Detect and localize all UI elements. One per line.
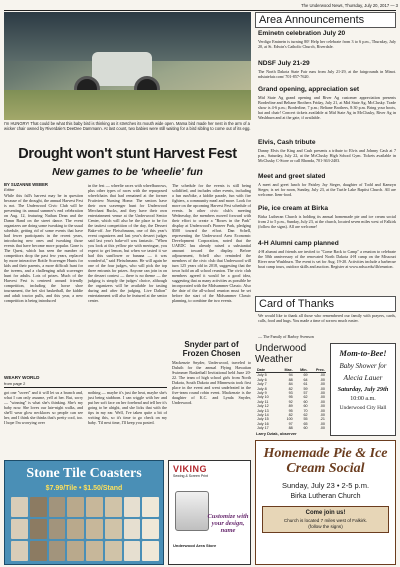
weather-cell: .00 (319, 408, 325, 413)
pie-ad-signs: (follow the signs) (308, 524, 343, 529)
viking-ad-script: Customize with your design, name (207, 513, 249, 534)
snyder-headline: Snyder part of Frozen Chosen (182, 340, 241, 358)
weather-cell: July 8 (257, 386, 267, 391)
pie-ad-headline: Homemade Pie & Ice Cream Social (263, 446, 388, 476)
stone-tile (30, 541, 47, 561)
stone-tile (11, 497, 28, 517)
weary-world-column-2: nothing — maybe it's just the heat, maybe she's just being stubborn. I can wiggle with her and put her soft face on her forehead and tell her it's going to be alright, and she licks that with the tips in my ear. Well, I've taken quite a bit of writing this, so it's time to go check on my baby. 'Til next time, I'll keep you posted. (88, 390, 167, 425)
weather-col-prec: Prec. (309, 368, 326, 373)
weather-title: Underwood Weather (255, 343, 307, 365)
story-column-2: in the fest — wheelie races with wheelbarrows, plus other types of races with the repurposed wheelchairs that had remained at the former Fruitview Nursing Home. The seniors have their own scavenger hunt for Underwood Merchant Bucks, and they have their own entertainment venue at the Underwood Senior Center, which will also be the place to be for the tastiest competition of the day, the Dessert Bake-off. Joe Fleischmann, one of this year's event organizers and last year's dessert judges said last year's bake-off was fantastic. "When you look at this yellow pie with meringue, you expect to get lemon, but when we tasted it we had this sunflower or banana — it was wonderful," said Fleischmann. He will again be one of the four judges, who will pick the top three entrants for prizes. Anyone can join in on the dessert contest — there is no theme — the judging is simply the judges' choice, although the organizers will be available for tasting during and after the judging. Live Dalton" entertainment will also be featured at the senior center. (88, 183, 167, 303)
weather-cell: .00 (319, 426, 325, 431)
photo-caption: I'm HUNGRY! That could be what this baby bird is thinking as it stretches its mouth wide open. Mama bird made her nest in the arm of a wicker chair owned by Riverdale's DeeDee Dammann. At last count, two babies were still waiting for a bird sibling to come out of its egg. (4, 121, 251, 131)
stone-tile (142, 541, 159, 561)
weather-cell: .00 (319, 386, 325, 391)
weather-table-body (256, 373, 326, 431)
weary-world-jump: from page 2 (4, 381, 26, 386)
weary-world-rule (4, 387, 167, 388)
header-rule (4, 10, 396, 11)
card-of-thanks-title: Card of Thanks (255, 296, 396, 312)
weather-cell: .00 (319, 404, 325, 409)
stone-ad-title: Stone Tile Coasters (26, 466, 142, 481)
stone-tile (105, 541, 122, 561)
shower-title: Mom-to-Bee! (339, 348, 387, 358)
weather-cell: 92 (288, 399, 293, 404)
weather-cell: July 13 (257, 408, 269, 413)
announcement-heading: 4-H Alumni camp planned (258, 240, 339, 247)
stone-tile (11, 519, 28, 539)
weather-cell: 70 (303, 408, 308, 413)
pie-ad-location: Birka Lutheran Church (290, 493, 361, 500)
area-announcements-title: Area Announcements (255, 12, 396, 28)
stone-tile (124, 497, 141, 517)
weather-cell: July 6 (257, 377, 267, 382)
weather-cell: 60 (303, 426, 308, 431)
weather-cell: .00 (319, 395, 325, 400)
weather-cell: July 5 (257, 373, 267, 378)
announcement-heading: Grand opening, appreciation set (258, 86, 360, 93)
weather-cell: 95 (288, 395, 293, 400)
weather-cell: July 14 (257, 413, 269, 418)
stone-tile (86, 497, 103, 517)
story-byline-role: Editor (4, 187, 15, 192)
weather-cell: 62 (303, 413, 308, 418)
announcement-heading: Eminetn celebration July 20 (258, 30, 346, 37)
stone-tile (142, 519, 159, 539)
stone-tile (124, 519, 141, 539)
weather-cell: 89 (288, 404, 293, 409)
weather-cell: 64 (303, 377, 308, 382)
shower-date: Saturday, July 29th (337, 386, 389, 393)
weather-cell: 84 (288, 382, 293, 387)
weather-cell: 97 (288, 421, 293, 426)
viking-ad (168, 460, 251, 565)
stone-ad-tile-grid (11, 497, 159, 561)
announcement-body: Verdigo Eminetn is turning 80! Help her celebrate from 3 to 6 p.m., Thursday, July 20, at St. Edwin's Catholic Church, Riverdale. (258, 39, 396, 49)
weather-cell: 57 (303, 391, 308, 396)
weather-cell: 61 (303, 382, 308, 387)
stone-tile (49, 519, 66, 539)
stone-tile (11, 541, 28, 561)
stone-tile (30, 519, 47, 539)
viking-logo: VIKING (173, 464, 208, 474)
announcement-heading: Pie, ice cream at Birka (258, 205, 329, 212)
weather-cell: 100 (286, 417, 293, 422)
announcement-heading: Meet and greet slated (258, 173, 326, 180)
announcement-body: Danny Elvis the King and Cash presents a tribute to Elvis and Johnny Cash at 7 p.m., Saturday, July 22, at the McClusky High School Gym. Tickets available in McClusky C-Store or call Rhonda, 701-363-2403. (258, 148, 396, 163)
weather-cell: .00 (319, 382, 325, 387)
stone-tile (105, 497, 122, 517)
weary-world-heading: WEARY WORLD (4, 375, 40, 380)
stone-tile (105, 519, 122, 539)
stone-tile (49, 497, 66, 517)
weather-cell: .00 (319, 377, 325, 382)
running-header: The Underwood News, Thursday, July 20, 2017 — 3 (301, 3, 398, 8)
stone-tile (86, 541, 103, 561)
weather-cell: 88 (288, 377, 293, 382)
stone-tile (67, 541, 84, 561)
viking-ad-store: Underwood Area Store (173, 543, 217, 548)
weather-cell: 94 (288, 373, 293, 378)
weather-col-max: Max. (278, 368, 294, 373)
announcement-heading: NDSF July 21-29 (258, 60, 310, 67)
weather-cell: 82 (288, 386, 293, 391)
announcement-body: Birka Lutheran Church is holding its annual homemade pie and ice cream social from 2 to 5 p.m., Sunday, July 23, at the church, located seven miles west of Falkirk (follow the signs). All are welcome! (258, 214, 396, 229)
story-headline: Drought won't stunt Harvest Fest (18, 146, 237, 162)
announcement-body: A meet and greet lunch for Paisley Jay Sieger, daughter of Todd and Kamryn Sieger, is set for noon, Sunday, July 23, at the Turtle Lake Baptist Church. All are welcome. Item-food. (258, 182, 396, 197)
weather-cell: 55 (303, 417, 308, 422)
story-column-1: While this fall's harvest may be in question because of the drought, the annual Harvest Fest is not. The Underwood Civic Club will be presenting its annual summer's end celebration on Aug. 12, featuring Nathan Dean and the Damn Band on the street dance. The event organizers are doing some tweaking to the usual schedule, getting rid of some events that have had fewer participants in the recent years, introducing new ones and tweaking those events that have become more popular. Gone is The Quest, which has seen the number of competitors drop the past few years, replaced by more interactive Bottle Scavenger Hunts for kids and their parents, a more difficult hunt for the tweens, and a challenging adult scavenger hunt for adults. Lots of prizes. Much of the Harvest Fest is centered around friendly competition, including the horse shoe tournament, the bet slot basketball, the kiddie and adult tractor pulls, and this year, a new competition is being introduced (4, 193, 83, 303)
snyder-body: Mackenzie Snyder, Underwood, traveled to Duluth for the annual Flying Hawaiian Swimmer Basketball Invitational held June 20-22. The team of high school girls from North Dakota, South Dakota and Minnesota took first place in the event and went undefeated in the five-team round robin event. Mackenzie is the daughter of K.C. and Lynda Snyder, Underwood. (172, 360, 251, 405)
weather-cell: July 9 (257, 391, 267, 396)
weather-cell: 62 (303, 395, 308, 400)
weather-table (256, 368, 326, 431)
weather-cell: July 10 (257, 395, 269, 400)
shower-honoree: Alecia Lauer (343, 373, 383, 382)
announcement-body: The North Dakota State Fair runs from July 21-29, at the fairgrounds in Minot. ndstatefair.com/ 701-857-7620. (258, 69, 396, 79)
weather-cell: 93 (288, 391, 293, 396)
weather-col-date: Date (256, 368, 278, 373)
weather-cell: 95 (288, 408, 293, 413)
weather-cell: July 16 (257, 421, 269, 426)
stone-tile-ad (4, 460, 164, 565)
weather-observer: Larry Dziak, observer (256, 431, 297, 436)
baby-shower-ad (330, 343, 396, 436)
weather-cell: 65 (303, 421, 308, 426)
weather-cell: July 7 (257, 382, 267, 387)
weather-cell: July 12 (257, 404, 269, 409)
stone-ad-prices: $7.99/Tile • $1.50/Stand (45, 485, 123, 492)
weather-cell: 82 (288, 413, 293, 418)
pie-ad-band (262, 506, 389, 533)
shower-location: Underwood City Hall (339, 405, 387, 411)
pie-ad-invite: Come join us! (305, 510, 346, 516)
weather-cell: .00 (319, 413, 325, 418)
pie-ad-date: Sunday, July 23 • 2-5 p.m. (281, 481, 370, 490)
baby-bird-photo (4, 12, 251, 120)
story-subhead: New games to be 'wheelie' fun (52, 166, 203, 178)
sewing-machine-image (175, 491, 209, 531)
weather-cell: .21 (319, 417, 325, 422)
viking-ad-sub: Sewing & Screen Print (173, 474, 209, 478)
weather-cell: July 11 (257, 399, 269, 404)
weather-cell: 59 (303, 386, 308, 391)
stone-tile (30, 497, 47, 517)
weather-cell: 60 (303, 404, 308, 409)
pie-ad-directions: Church is located 7 miles west of Falkirk. (283, 518, 368, 523)
stone-tile (124, 541, 141, 561)
weather-col-min: Min. (294, 368, 309, 373)
weather-cell: July 15 (257, 417, 269, 422)
announcement-body: Mid State Ag grand opening and River Ag customer appreciation presents Borderline and Beltane Brothers Friday, July 21, at Mid State Ag, McClusky. Trade show is 4-6 p.m.; Borderline, 7 p.m.; Beltane Brothers, 8:30 p.m. Bring your boots, hat and chair! Concert tickets available at Mid State Ag in McClusky, River Ag in Washburn and at the gate, if available. (258, 95, 396, 120)
weather-cell: 69 (303, 373, 308, 378)
stone-tile (142, 497, 159, 517)
weather-cell: .00 (319, 399, 325, 404)
weather-cell: .00 (319, 373, 325, 378)
story-column-3: The schedule for the events is still being solidified, and includes other events, including a fun run/bike, a kiddie parade, fun with fire fighters, a community meal and more. Look for more on the upcoming Harvest Fest schedule of events. In other civic club's meeting Wednesday, the members moved forward with their effort to create a "Boxes in the Park" display at Underwood's Pioneer Park, pledging $500 toward the effort. Dan Schell, representing the Underwood Area Economic Development Corporation, noted that the UAEDC has already raised a substantial amount toward the display. Before adjournment, Schell also reminded the members of the civic club that Underwood will turn 125 years old in 2018, suggesting that the town hold an all school reunion. The civic club members agreed it would be a good idea, suggesting that as many activities as possible be incorporated with the Midsummer Classic. Also the date of the all-school reunion must be set before the start of the Midsummer Classic planning, to combine the two events. (172, 183, 251, 303)
weary-world-column-1: got one "sweet" and it will let us a branch and, what I can only assume, yell at her. But, sorry — "winning" is what she's thinking. She's my baby now. She loves our late-night walks, and she'll wear glow necklaces so people can see her, and I think she thinks that's pretty cool, too. I hope I'm worrying over (4, 390, 83, 425)
weather-cell: .00 (319, 421, 325, 426)
story-byline: BY SUZANNE WEBER (4, 182, 48, 187)
pie-social-ad (255, 440, 396, 565)
announcement-body: 4-H alumni and friends are invited to "Come Back to Camp" a reunion to celebrate the 50th anniversary of the renovated North Dakota 4-H camp on the Missouri River near Washburn. The event is set for Aug. 19-20. Activities include a barbecue boat camp tours, outdoor skills and auction. Register at www.ndsu.edu/4h/reunion. (258, 249, 396, 269)
weather-cell: 88 (288, 426, 293, 431)
weather-cell: 60 (303, 399, 308, 404)
stone-tile (67, 497, 84, 517)
announcement-heading: Elvis, Cash tribute (258, 139, 316, 146)
stone-tile (67, 519, 84, 539)
card-of-thanks-body: We would like to thank all those who remembered our family with prayers, cards, calls, food and hugs. You made a time of sorrow much easier. (258, 313, 396, 323)
weather-cell: July 17 (257, 426, 269, 431)
stone-tile (86, 519, 103, 539)
card-of-thanks-signature: — The Family of Barbry Svenson (258, 334, 314, 339)
shower-line: Baby Shower for (339, 362, 387, 370)
stone-tile (49, 541, 66, 561)
photo-foreground (4, 90, 251, 120)
shower-time: 10:00 a.m. (350, 396, 376, 402)
weather-cell: .00 (319, 391, 325, 396)
